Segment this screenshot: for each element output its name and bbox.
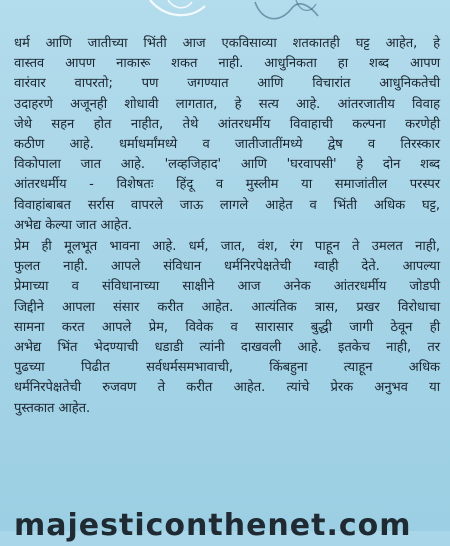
text-line: फुलत नाही. आपले संविधान धर्मनिरपेक्षतेची ग्वाही देते. आपल्या [14,259,440,275]
text-line: वारंवार वापरतो; पण जगण्यात आणि विचारांत आधुनिकतेची [14,76,440,92]
text-line: कठीण आहे. धर्माधर्मांमध्ये व जातीजातींमध्ये द्वेष व तिरस्कार [14,137,440,153]
text-line: पुस्तकात आहेत. [14,400,91,416]
site-watermark: majesticonthenet.com [14,508,412,543]
text-line: अभेद्य केल्या जात आहेत. [14,217,132,233]
text-line: पुढच्या पिढीत सर्वधर्मसमभावाची, किंबहुना त्याहून अधिक [14,360,440,376]
text-line: विकोपाला जात आहे. 'लव्हजिहाद' आणि 'घरवापसी' हे दोन शब्द [14,157,440,173]
text-line: सामना करत आपले प्रेम, विवेक व सारासार बुद्धी जागी ठेवून ही [14,319,440,335]
text-line: अभेद्य भिंत भेदण्याची धडाडी त्यांनी दाखवली आहे. इतकेच नाही, तर [14,340,440,356]
text-line: विवाहांबाबत सर्रास वापरले जाऊ लागले आहेत व भिंती अधिक घट्ट, [14,197,440,213]
text-line: जेथे सहन होत नाहीत, तेथे आंतरधर्मीय विवाहाची कल्पना करणेही [14,116,440,132]
paragraph-2 [14,237,440,419]
text-line: धर्म आणि जातीच्या भिंती आज एकविसाव्या शतकातही घट्ट आहेत, हे [14,36,441,51]
decorative-swirl [0,0,450,30]
text-line: आंतरधर्मीय - विशेषतः हिंदू व मुस्लीम या समाजांतील परस्पर [14,177,440,193]
text-line: धर्मनिरपेक्षतेची रुजवण ते करीत आहेत. त्यांचे प्रेरक अनुभव या [14,380,440,396]
paragraph-1 [14,34,440,236]
text-line: प्रेमाच्या व संविधानाच्या साक्षीने आज अनेक आंतरधर्मीय जोडपी [14,279,440,295]
text-line: प्रेम ही मूलभूत भावना आहे. धर्म, जात, वंश, रंग पाहून ते उमलत नाही, [14,239,440,255]
text-line: जिद्दीने आपला संसार करीत आहेत. आत्यंतिक त्रास, प्रखर विरोधाचा [14,299,440,315]
text-line: वास्तव आपण नाकारू शकत नाही. आधुनिकता हा शब्द आपण [14,56,440,72]
text-line: उदाहरणे अजूनही शोधावी लागतात, हे सत्य आहे. आंतरजातीय विवाह [14,96,440,112]
blurb-text [14,34,440,419]
